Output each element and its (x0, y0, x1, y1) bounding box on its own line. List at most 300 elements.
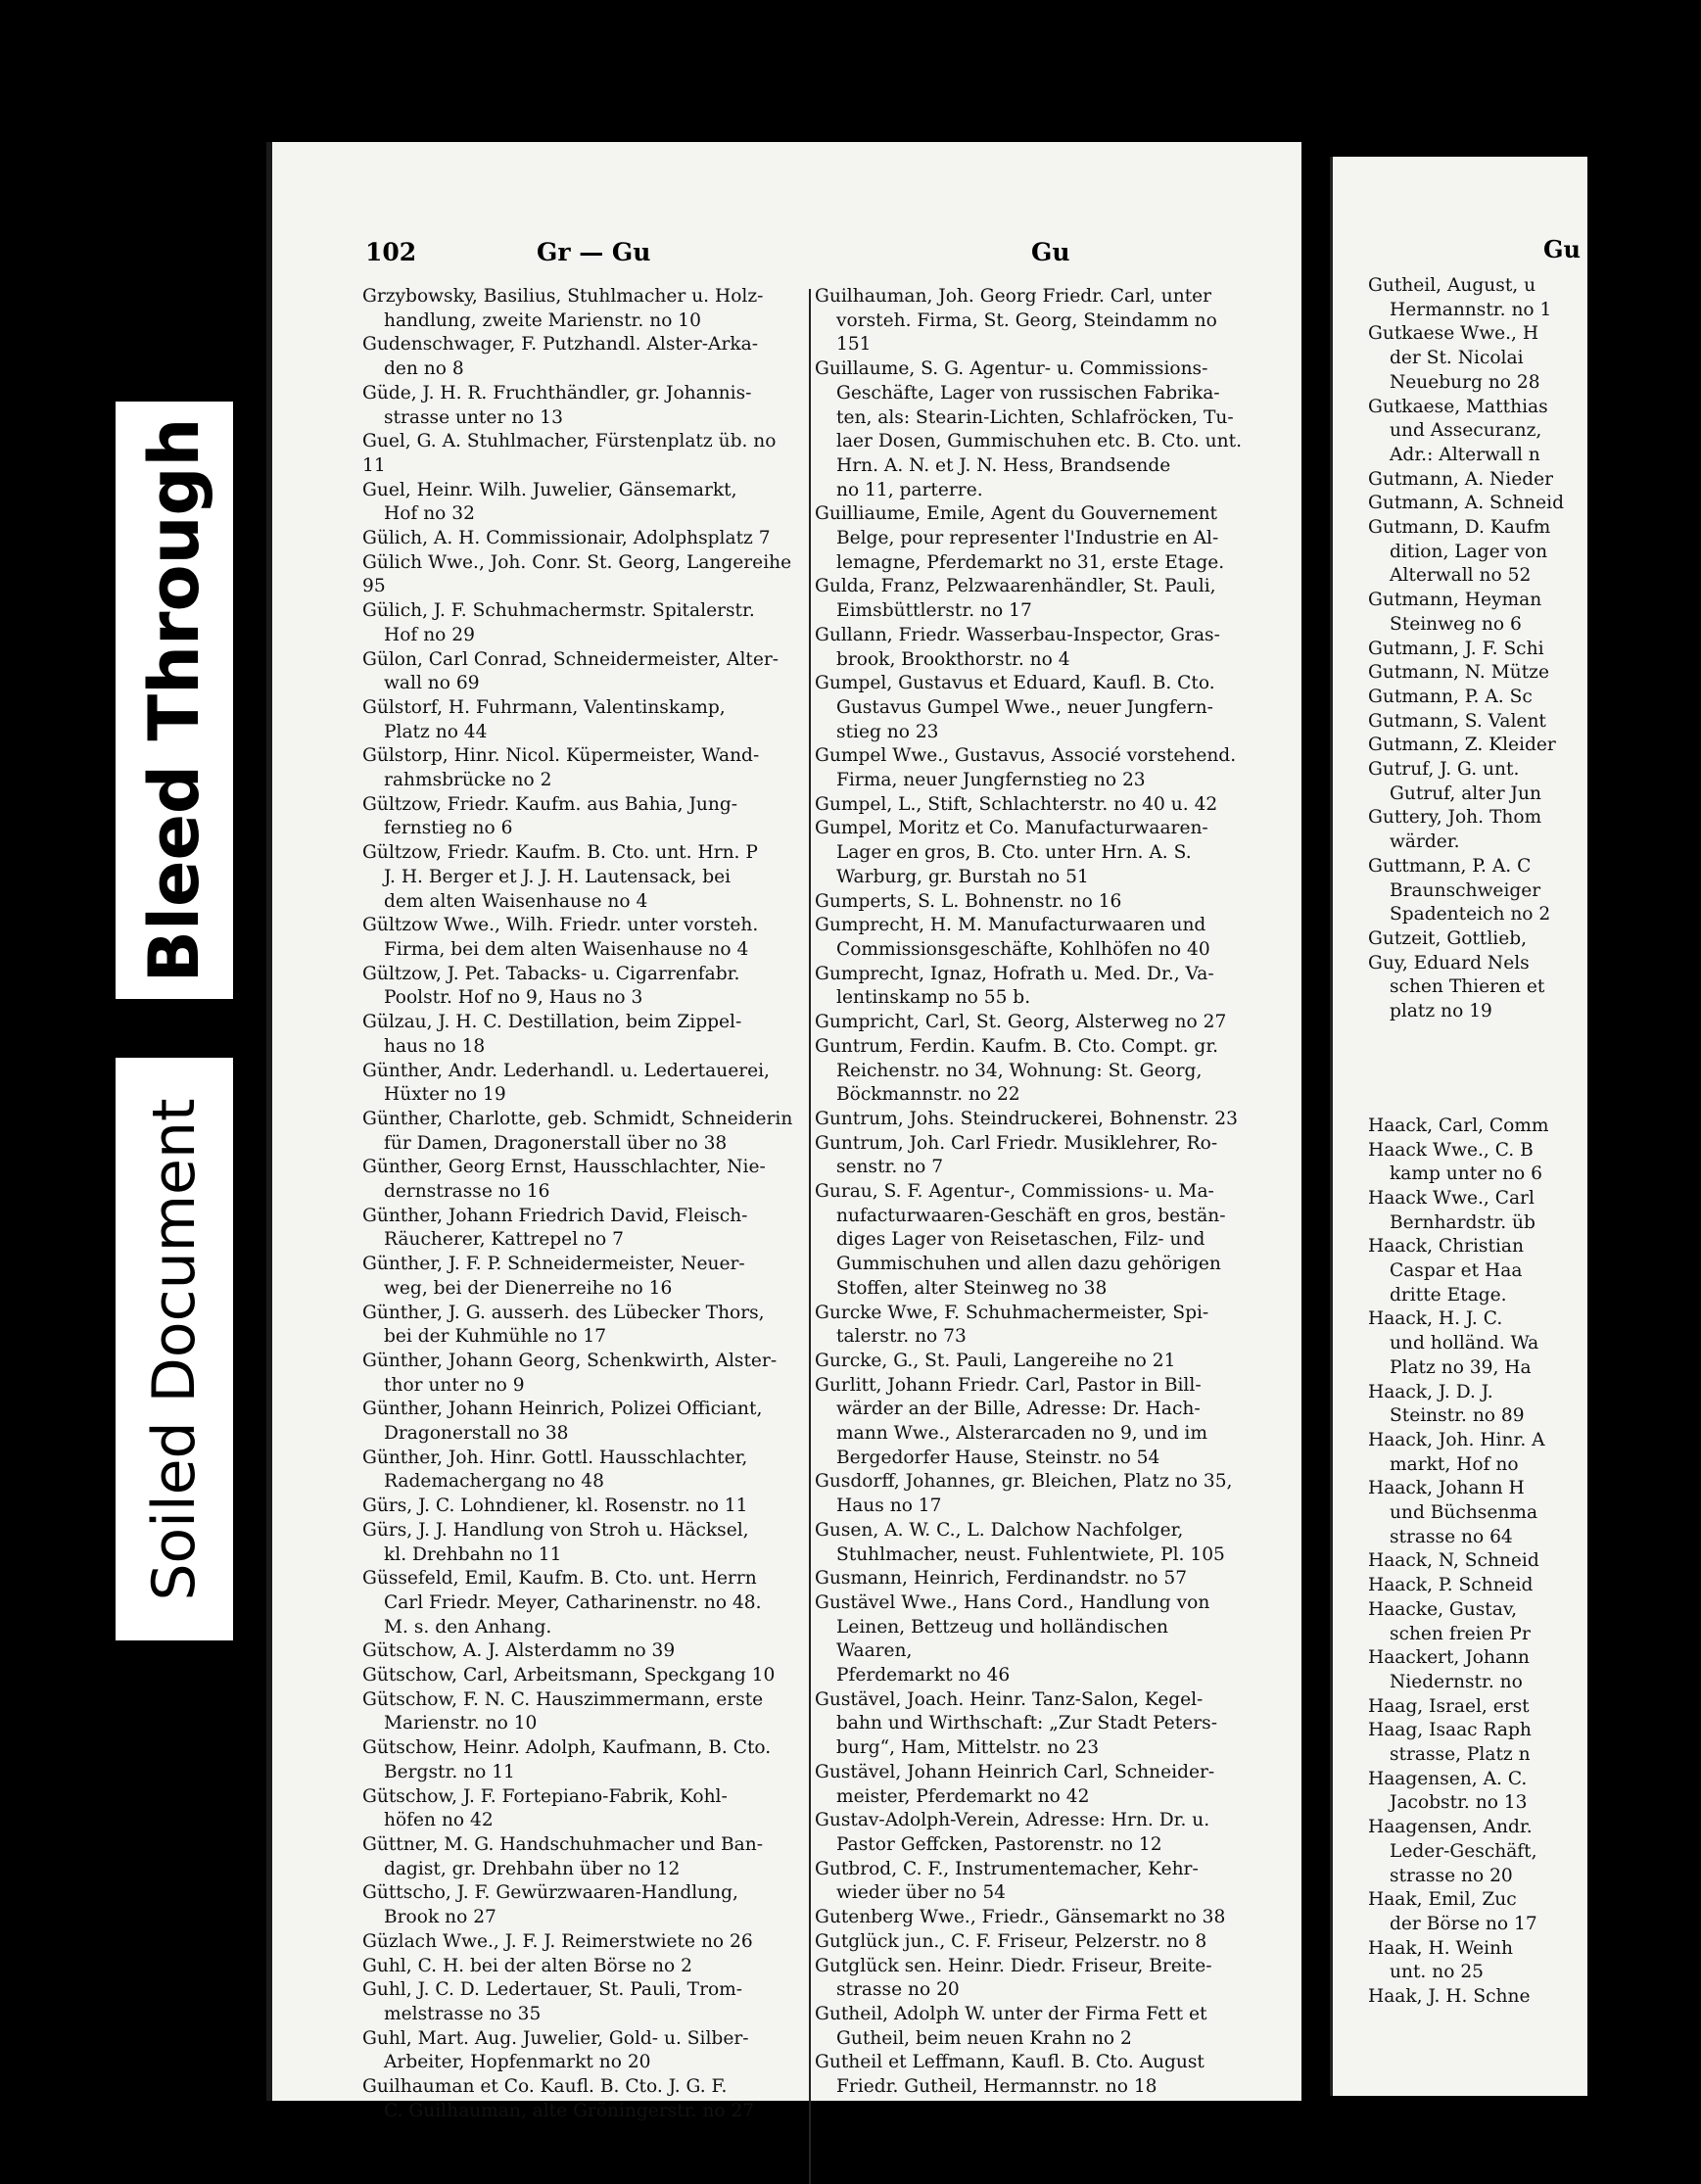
entry-name-line: Gutenberg Wwe., Friedr., Gänsemarkt no 38 (815, 1907, 1226, 1928)
entry-name-line: Gutheil et Leffmann, Kaufl. B. Cto. August (815, 2052, 1205, 2073)
entry-continuation-line: Friedr. Gutheil, Hermannstr. no 18 (836, 2076, 1158, 2098)
entry-name-line: Gustävel, Johann Heinrich Carl, Schneider- (815, 1761, 1215, 1782)
entry-name-line: Guntrum, Johs. Steindruckerei, Bohnenstr. 23 (815, 1108, 1238, 1129)
entry-continuation-line: senstr. no 7 (836, 1157, 944, 1178)
entry-continuation-line: Platz no 39, Ha (1390, 1356, 1532, 1378)
entry-name-line: Haack Wwe., C. B (1368, 1139, 1534, 1161)
entry-continuation-line: Stoffen, alter Steinweg no 38 (836, 1277, 1108, 1299)
entry-name-line: Guttery, Joh. Thom (1368, 807, 1542, 829)
entry-name-line: Gurlitt, Johann Friedr. Carl, Pastor in Bill- (815, 1374, 1202, 1396)
entry-name-line: Gutheil, August, u (1368, 275, 1536, 296)
entry-continuation-line: für Damen, Dragonerstall über no 38 (384, 1132, 728, 1154)
entry-continuation-line: laer Dosen, Gummischuhen etc. B. Cto. unt. (836, 431, 1243, 452)
directory-entry (1368, 806, 1701, 854)
entry-name-line: Güzlach Wwe., J. F. J. Reimerstwiete no 26 (362, 1930, 753, 1952)
directory-entry (1368, 855, 1701, 927)
directory-entry (815, 963, 1248, 1011)
directory-entry (1368, 638, 1701, 662)
directory-entry (362, 599, 805, 647)
entry-name-line: Gutmann, Z. Kleider (1368, 735, 1556, 756)
entry-continuation-line: Leder-Geschäft, (1390, 1840, 1537, 1862)
entry-continuation-line: Jacobstr. no 13 (1390, 1792, 1528, 1814)
next-page-entries-top (1368, 274, 1701, 1024)
directory-entry (362, 1108, 805, 1156)
directory-entry (815, 1761, 1248, 1809)
entry-name-line: Günther, Andr. Lederhandl. u. Ledertauerei, (362, 1060, 770, 1081)
entry-name-line: Gusen, A. W. C., L. Dalchow Nachfolger, (815, 1519, 1184, 1541)
directory-entry (1368, 322, 1701, 395)
entry-continuation-line: dagist, gr. Drehbahn über no 12 (384, 1858, 681, 1879)
directory-entry (1368, 492, 1701, 516)
entry-continuation-line: mann Wwe., Alsterarcaden no 9, und im (836, 1423, 1207, 1445)
directory-entry (362, 744, 805, 792)
entry-name-line: Gutkaese Wwe., H (1368, 323, 1539, 345)
directory-entry (362, 1398, 805, 1446)
entry-name-line: Guttmann, P. A. C (1368, 855, 1532, 877)
directory-entry (1368, 1719, 1701, 1767)
entry-name-line: Haak, J. H. Schne (1368, 1986, 1531, 2008)
directory-entry (1368, 1187, 1701, 1235)
directory-entry (1368, 927, 1701, 952)
entry-name-line: Günther, Johann Heinrich, Polizei Officiant, (362, 1399, 763, 1420)
directory-entry (362, 1567, 805, 1639)
directory-entry (362, 793, 805, 841)
entry-continuation-line: nufacturwaaren-Geschäft en gros, bestän- (836, 1205, 1226, 1226)
entry-name-line: Gültzow Wwe., Wilh. Friedr. unter vorsteh. (362, 915, 759, 936)
entry-continuation-line: Hermannstr. no 1 (1390, 299, 1552, 320)
directory-entry (362, 648, 805, 696)
entry-continuation-line: Böckmannstr. no 22 (836, 1084, 1020, 1106)
entry-name-line: Gurau, S. F. Agentur-, Commissions- u. Ma- (815, 1181, 1214, 1203)
entry-name-line: Gütschow, Heinr. Adolph, Kaufmann, B. Cto. (362, 1737, 772, 1759)
entry-name-line: Guel, G. A. Stuhlmacher, Fürstenplatz üb. no 11 (362, 431, 777, 476)
entry-continuation-line: Hof no 29 (384, 624, 475, 645)
entry-name-line: Haack, Joh. Hinr. A (1368, 1429, 1545, 1450)
entry-name-line: Gumpricht, Carl, St. Georg, Alsterweg no 27 (815, 1012, 1227, 1033)
entry-name-line: Gustav-Adolph-Verein, Adresse: Hrn. Dr. u. (815, 1810, 1210, 1831)
entry-name-line: Gutbrod, C. F., Instrumentemacher, Kehr- (815, 1858, 1199, 1879)
directory-entry (362, 696, 805, 744)
entry-continuation-line: und Assecuranz, (1390, 420, 1542, 442)
entry-continuation-line: brook, Brookthorstr. no 4 (836, 648, 1070, 670)
entry-name-line: Güttner, M. G. Handschuhmacher und Ban- (362, 1834, 764, 1855)
entry-continuation-line: wieder über no 54 (836, 1882, 1006, 1904)
directory-entry (1368, 396, 1701, 468)
directory-entry (1368, 1115, 1701, 1139)
right-column (815, 285, 1248, 2100)
directory-entry (362, 1664, 805, 1688)
directory-entry (1368, 1768, 1701, 1816)
entry-continuation-line: haus no 18 (384, 1035, 486, 1057)
entry-name-line: Haack, N, Schneid (1368, 1550, 1539, 1572)
entry-continuation-line: Caspar et Haa (1390, 1260, 1523, 1282)
directory-entry (1368, 710, 1701, 735)
directory-entry (815, 2003, 1248, 2051)
entry-continuation-line: Reichenstr. no 34, Wohnung: St. Georg, (836, 1060, 1203, 1081)
directory-entry (815, 575, 1248, 623)
directory-entry (362, 1011, 805, 1059)
directory-entry (1368, 952, 1701, 1024)
entry-name-line: Gumpel, L., Stift, Schlachterstr. no 40 u. 42 (815, 793, 1218, 815)
directory-entry (815, 793, 1248, 818)
entry-continuation-line: markt, Hof no (1390, 1453, 1519, 1475)
directory-entry (1368, 734, 1701, 758)
entry-name-line: Haack, J. D. J. (1368, 1381, 1493, 1402)
entry-continuation-line: J. H. Berger et J. J. H. Lautensack, bei (384, 866, 732, 887)
directory-entry (815, 1858, 1248, 1906)
entry-name-line: Gumpel, Gustavus et Eduard, Kaufl. B. Cto. (815, 673, 1215, 694)
directory-entry (1368, 274, 1701, 322)
directory-entry (1368, 1695, 1701, 1720)
entry-continuation-line: Gummischuhen und allen dazu gehörigen (836, 1254, 1221, 1275)
entry-continuation-line: M. s. den Anhang. (384, 1616, 552, 1638)
entry-name-line: Gutmann, A. Schneid (1368, 493, 1564, 514)
entry-continuation-line: dritte Etage. (1390, 1284, 1507, 1306)
directory-entry (815, 890, 1248, 915)
directory-entry (1368, 1139, 1701, 1187)
directory-entry (362, 285, 805, 333)
directory-entry (1368, 1985, 1701, 2010)
next-page-entries-bottom (1368, 1115, 1701, 2010)
entry-continuation-line: unt. no 25 (1390, 1962, 1484, 1983)
entry-name-line: Haackert, Johann (1368, 1647, 1530, 1669)
entry-name-line: Gutmann, D. Kaufm (1368, 517, 1551, 539)
directory-entry (1368, 1646, 1701, 1694)
directory-entry (1368, 758, 1701, 806)
entry-continuation-line: Platz no 44 (384, 721, 488, 742)
bleed-through-label-box (116, 402, 233, 999)
directory-entry (1368, 1888, 1701, 1936)
entry-continuation-line: Eimsbüttlerstr. no 17 (836, 600, 1032, 622)
entry-continuation-line: strasse no 64 (1390, 1526, 1513, 1547)
entry-continuation-line: Haus no 17 (836, 1496, 942, 1517)
directory-entry (362, 1639, 805, 1664)
directory-entry (815, 1591, 1248, 1688)
directory-entry (815, 1132, 1248, 1180)
directory-entry (815, 1350, 1248, 1374)
entry-continuation-line: wärder. (1390, 831, 1460, 853)
entry-name-line: Günther, J. F. P. Schneidermeister, Neuer- (362, 1254, 745, 1275)
entry-name-line: Haag, Isaac Raph (1368, 1720, 1532, 1741)
directory-entry (815, 1930, 1248, 1955)
entry-name-line: Haack, Carl, Comm (1368, 1115, 1549, 1136)
directory-entry (1368, 468, 1701, 493)
entry-continuation-line: Spadenteich no 2 (1390, 904, 1551, 926)
entry-continuation-line: melstrasse no 35 (384, 2003, 542, 2024)
entry-name-line: Gutzeit, Gottlieb, (1368, 927, 1528, 949)
directory-entry (1368, 1235, 1701, 1307)
directory-entry (362, 1205, 805, 1253)
directory-entry (362, 1253, 805, 1301)
entry-continuation-line: kl. Drehbahn no 11 (384, 1543, 562, 1565)
entry-name-line: Haag, Israel, erst (1368, 1695, 1530, 1717)
entry-name-line: Gülich, J. F. Schuhmachermstr. Spitalerstr. (362, 600, 755, 622)
directory-entry (815, 1470, 1248, 1518)
entry-name-line: Gurcke Wwe, F. Schuhmachermeister, Spi- (815, 1302, 1209, 1323)
entry-name-line: Gutruf, J. G. unt. (1368, 759, 1520, 781)
gutter (1301, 0, 1331, 2132)
left-column (362, 285, 805, 2123)
bleed-through-label: Bleed Through (134, 417, 214, 983)
directory-entry (815, 1906, 1248, 1930)
directory-entry (815, 1688, 1248, 1761)
entry-name-line: Günther, Johann Georg, Schenkwirth, Alster- (362, 1350, 778, 1371)
entry-name-line: Gutmann, A. Nieder (1368, 468, 1554, 490)
directory-entry (362, 1495, 805, 1519)
next-page-header: Gu (1543, 235, 1581, 263)
entry-continuation-line: fernstieg no 6 (384, 818, 513, 839)
entry-name-line: Gutglück sen. Heinr. Diedr. Friseur, Breite- (815, 1955, 1212, 1976)
directory-entry (1368, 1549, 1701, 1574)
header-range: Gr — Gu (537, 238, 651, 266)
entry-continuation-line: Niedernstr. no (1390, 1671, 1523, 1692)
directory-entry (362, 914, 805, 962)
entry-continuation-line: wärder an der Bille, Adresse: Dr. Hach- (836, 1399, 1201, 1420)
entry-name-line: Gutheil, Adolph W. unter der Firma Fett et (815, 2003, 1207, 2024)
entry-continuation-line: Carl Friedr. Meyer, Catharinenstr. no 48. (384, 1591, 762, 1613)
entry-continuation-line: Bernhardstr. üb (1390, 1211, 1536, 1233)
directory-entry (815, 817, 1248, 889)
entry-continuation-line: rahmsbrücke no 2 (384, 770, 552, 791)
directory-entry (362, 1833, 805, 1881)
entry-name-line: Haack, Christian (1368, 1236, 1524, 1258)
entry-name-line: Grzybowsky, Basilius, Stuhlmacher u. Holz- (362, 286, 764, 307)
entry-continuation-line: Gutruf, alter Jun (1390, 783, 1541, 804)
directory-entry (362, 1350, 805, 1398)
entry-name-line: Gutmann, J. F. Schi (1368, 638, 1544, 659)
entry-name-line: Gütschow, Carl, Arbeitsmann, Speckgang 10 (362, 1665, 776, 1686)
entry-name-line: Guilliaume, Emile, Agent du Gouvernement (815, 503, 1218, 525)
entry-name-line: Gustävel, Joach. Heinr. Tanz-Salon, Kegel- (815, 1688, 1204, 1710)
entry-name-line: Güssefeld, Emil, Kaufm. B. Cto. unt. Herrn (362, 1568, 757, 1590)
entry-continuation-line: Warburg, gr. Burstah no 51 (836, 866, 1089, 887)
entry-name-line: Haagensen, A. C. (1368, 1768, 1528, 1789)
entry-continuation-line: Leinen, Bettzeug und holländischen Waaren, (836, 1616, 1168, 1662)
entry-name-line: Guilhauman, Joh. Georg Friedr. Carl, unter (815, 286, 1212, 307)
entry-continuation-line: Alterwall no 52 (1390, 565, 1532, 587)
directory-entry (1368, 1429, 1701, 1477)
entry-name-line: Gumperts, S. L. Bohnenstr. no 16 (815, 890, 1122, 912)
entry-name-line: Gutkaese, Matthias (1368, 396, 1548, 417)
entry-name-line: Gutmann, Heyman (1368, 590, 1542, 611)
entry-name-line: Guntrum, Ferdin. Kaufm. B. Cto. Compt. gr. (815, 1035, 1219, 1057)
directory-entry (362, 1955, 805, 1979)
entry-name-line: Guhl, J. C. D. Ledertauer, St. Pauli, Trom- (362, 1979, 743, 2001)
entry-continuation-line: Gustavus Gumpel Wwe., neuer Jungfern- (836, 696, 1213, 718)
entry-continuation-line: weg, bei der Dienerreihe no 16 (384, 1277, 673, 1299)
entry-name-line: Guntrum, Joh. Carl Friedr. Musiklehrer, Ro- (815, 1132, 1218, 1154)
entry-name-line: Haacke, Gustav, (1368, 1598, 1518, 1620)
entry-continuation-line: Stuhlmacher, neust. Fuhlentwiete, Pl. 105 (836, 1543, 1225, 1565)
entry-name-line: Guhl, Mart. Aug. Juwelier, Gold- u. Silber- (362, 2027, 749, 2049)
entry-continuation-line: Brook no 27 (384, 1907, 496, 1928)
entry-name-line: Gurcke, G., St. Pauli, Langereihe no 21 (815, 1350, 1176, 1371)
directory-entry (815, 285, 1248, 357)
page-header (272, 238, 1307, 269)
directory-entry (362, 841, 805, 914)
entry-continuation-line: Neueburg no 28 (1390, 371, 1540, 393)
entry-name-line: Gültzow, Friedr. Kaufm. B. Cto. unt. Hrn. P (362, 842, 758, 864)
entry-continuation-line: thor unter no 9 (384, 1374, 525, 1396)
entry-continuation-line: wall no 69 (384, 673, 480, 694)
directory-entry (362, 2075, 805, 2123)
entry-name-line: Gülich, A. H. Commissionair, Adolphsplatz 7 (362, 528, 771, 549)
directory-page (266, 142, 1307, 2121)
entry-name-line: Gutmann, P. A. Sc (1368, 686, 1533, 707)
directory-entry (815, 357, 1248, 502)
directory-entry (362, 430, 805, 478)
entry-continuation-line: strasse unter no 13 (384, 406, 563, 428)
entry-continuation-line: Gutheil, beim neuen Krahn no 2 (836, 2027, 1132, 2049)
directory-entry (815, 1108, 1248, 1132)
soiled-document-label: Soiled Document (140, 1097, 209, 1601)
directory-entry (1368, 1816, 1701, 1888)
next-page-column (1368, 274, 1701, 2010)
directory-entry (815, 1374, 1248, 1471)
entry-name-line: Gültzow, Friedr. Kaufm. aus Bahia, Jung- (362, 793, 738, 815)
entry-name-line: Guillaume, S. G. Agentur- u. Commissions- (815, 358, 1208, 380)
entry-name-line: Gumpel Wwe., Gustavus, Associé vorstehend. (815, 745, 1237, 767)
entry-name-line: Guhl, C. H. bei der alten Börse no 2 (362, 1955, 692, 1976)
entry-name-line: Gütschow, A. J. Alsterdamm no 39 (362, 1640, 676, 1662)
entry-continuation-line: Geschäfte, Lager von russischen Fabrika- (836, 382, 1220, 404)
directory-entry (362, 1881, 805, 1929)
entry-name-line: Guilhauman et Co. Kaufl. B. Cto. J. G. F. (362, 2076, 728, 2098)
entry-continuation-line: stieg no 23 (836, 721, 939, 742)
entry-name-line: Gütschow, F. N. C. Hauszimmermann, erste (362, 1688, 764, 1710)
entry-continuation-line: strasse no 20 (836, 1979, 960, 2001)
entry-name-line: Gullann, Friedr. Wasserbau-Inspector, Gras- (815, 624, 1220, 645)
entry-name-line: Guel, Heinr. Wilh. Juwelier, Gänsemarkt, (362, 479, 737, 500)
directory-entry (815, 914, 1248, 962)
entry-continuation-line: diges Lager von Reisetaschen, Filz- und (836, 1229, 1205, 1251)
entry-continuation-line: Hüxter no 19 (384, 1084, 506, 1106)
entry-continuation-line: talerstr. no 73 (836, 1326, 967, 1348)
entry-continuation-line: Pferdemarkt no 46 (836, 1665, 1011, 1686)
entry-continuation-line: und Büchsenma (1390, 1502, 1538, 1524)
entry-name-line: Gumprecht, H. M. Manufacturwaaren und (815, 915, 1206, 936)
entry-continuation-line: Hof no 32 (384, 503, 475, 525)
entry-continuation-line: Braunschweiger (1390, 879, 1541, 901)
directory-entry (362, 1519, 805, 1567)
directory-entry (362, 333, 805, 381)
directory-entry (1368, 1574, 1701, 1598)
entry-name-line: Gumprecht, Ignaz, Hofrath u. Med. Dr., Va- (815, 963, 1214, 984)
entry-continuation-line: den no 8 (384, 358, 464, 380)
directory-entry (1368, 1937, 1701, 1985)
directory-entry (362, 1447, 805, 1495)
entry-name-line: Güttscho, J. F. Gewürzwaaren-Handlung, (362, 1882, 738, 1904)
directory-entry (815, 1302, 1248, 1350)
directory-entry (362, 1302, 805, 1350)
entry-continuation-line: handlung, zweite Marienstr. no 10 (384, 309, 701, 331)
entry-name-line: Gusdorff, Johannes, gr. Bleichen, Platz no 35, (815, 1471, 1233, 1493)
entry-name-line: Güde, J. H. R. Fruchthändler, gr. Johannis- (362, 382, 752, 404)
entry-continuation-line: Arbeiter, Hopfenmarkt no 20 (384, 2052, 651, 2073)
entry-continuation-line: schen Thieren et (1390, 976, 1545, 998)
entry-continuation-line: schen freien Pr (1390, 1623, 1531, 1644)
entry-name-line: Gülich Wwe., Joh. Conr. St. Georg, Langereihe 95 (362, 551, 792, 597)
entry-continuation-line: Pastor Geffcken, Pastorenstr. no 12 (836, 1834, 1162, 1855)
entry-continuation-line: dem alten Waisenhause no 4 (384, 890, 648, 912)
entry-continuation-line: burg“, Ham, Mittelstr. no 23 (836, 1737, 1100, 1759)
directory-entry (1368, 1381, 1701, 1429)
entry-name-line: Gutmann, N. Mütze (1368, 662, 1549, 684)
directory-entry (362, 1736, 805, 1784)
entry-continuation-line: strasse no 20 (1390, 1865, 1513, 1886)
entry-continuation-line: kamp unter no 6 (1390, 1163, 1542, 1185)
entry-name-line: Guy, Eduard Nels (1368, 952, 1530, 973)
entry-name-line: Haak, H. Weinh (1368, 1937, 1514, 1959)
entry-continuation-line: no 11, parterre. (836, 479, 983, 500)
entry-continuation-line: bei der Kuhmühle no 17 (384, 1326, 607, 1348)
entry-name-line: Haagensen, Andr. (1368, 1817, 1533, 1838)
entry-continuation-line: und holländ. Wa (1390, 1333, 1539, 1354)
entry-name-line: Gustävel Wwe., Hans Cord., Handlung von (815, 1591, 1210, 1613)
directory-entry (815, 1567, 1248, 1591)
directory-entry (815, 1035, 1248, 1108)
entry-continuation-line: bahn und Wirthschaft: „Zur Stadt Peters- (836, 1713, 1217, 1734)
entry-name-line: Gülstorp, Hinr. Nicol. Küpermeister, Wand- (362, 745, 760, 767)
directory-entry (1368, 589, 1701, 637)
directory-entry (362, 1688, 805, 1736)
directory-entry (362, 1156, 805, 1204)
entry-name-line: Gürs, J. C. Lohndiener, kl. Rosenstr. no 11 (362, 1496, 748, 1517)
entry-name-line: Gültzow, J. Pet. Tabacks- u. Cigarrenfabr. (362, 963, 740, 984)
entry-continuation-line: meister, Pferdemarkt no 42 (836, 1785, 1090, 1807)
section-gap (1368, 1024, 1701, 1115)
directory-entry (1368, 516, 1701, 589)
entry-continuation-line: Steinweg no 6 (1390, 613, 1522, 635)
directory-entry (362, 382, 805, 430)
entry-continuation-line: Steinstr. no 89 (1390, 1405, 1525, 1427)
entry-continuation-line: lemagne, Pferdemarkt no 31, erste Etage. (836, 551, 1225, 573)
entry-name-line: Gusmann, Heinrich, Ferdinandstr. no 57 (815, 1568, 1188, 1590)
entry-continuation-line: der St. Nicolai (1390, 348, 1524, 369)
directory-entry (815, 1519, 1248, 1567)
entry-name-line: Günther, Johann Friedrich David, Fleisch- (362, 1205, 748, 1226)
entry-continuation-line: Räucherer, Kattrepel no 7 (384, 1229, 624, 1251)
directory-entry (815, 744, 1248, 792)
directory-entry (815, 1809, 1248, 1857)
directory-entry (815, 624, 1248, 672)
directory-entry (362, 551, 805, 599)
entry-continuation-line: Firma, bei dem alten Waisenhause no 4 (384, 938, 749, 960)
directory-entry (815, 1955, 1248, 2003)
directory-entry (815, 672, 1248, 744)
entry-continuation-line: Marienstr. no 10 (384, 1713, 538, 1734)
directory-entry (362, 527, 805, 551)
directory-entry (362, 1060, 805, 1108)
directory-entry (362, 479, 805, 527)
entry-continuation-line: Commissionsgeschäfte, Kohlhöfen no 40 (836, 938, 1210, 960)
entry-continuation-line: strasse, Platz n (1390, 1744, 1531, 1766)
entry-continuation-line: ten, als: Stearin-Lichten, Schlafröcken, Tu- (836, 406, 1234, 428)
entry-name-line: Gutglück jun., C. F. Friseur, Pelzerstr. no 8 (815, 1930, 1207, 1952)
directory-entry (1368, 1307, 1701, 1380)
entry-continuation-line: dernstrasse no 16 (384, 1181, 550, 1203)
entry-name-line: Günther, Georg Ernst, Hausschlachter, Nie- (362, 1157, 766, 1178)
directory-entry (815, 502, 1248, 575)
header-right: Gu (1031, 238, 1070, 266)
entry-continuation-line: dition, Lager von (1390, 541, 1548, 562)
entry-name-line: Haak, Emil, Zuc (1368, 1889, 1517, 1911)
directory-entry (362, 1978, 805, 2026)
entry-continuation-line: Bergedorfer Hause, Steinstr. no 54 (836, 1447, 1160, 1468)
entry-continuation-line: Poolstr. Hof no 9, Haus no 3 (384, 987, 643, 1009)
entry-name-line: Haack, Johann H (1368, 1478, 1525, 1499)
entry-continuation-line: Bergstr. no 11 (384, 1761, 515, 1782)
